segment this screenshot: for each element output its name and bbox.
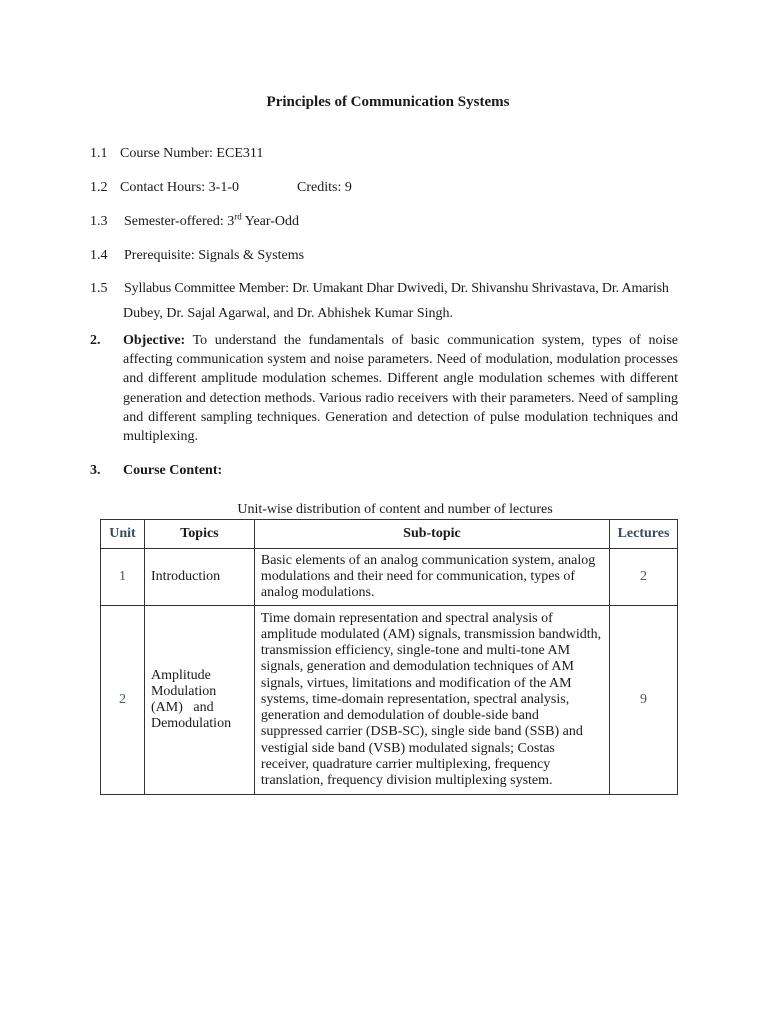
header-lectures: Lectures	[609, 520, 677, 549]
item-number: 1.3	[90, 214, 108, 229]
objective-paragraph	[123, 331, 678, 446]
item-text: Semester-offered: 3rd Year-Odd	[124, 211, 300, 229]
subtopic-cell: Time domain representation and spectral analysis of amplitude modulated (AM) signals, transmission bandwidth, transmission efficiency, single-tone and multi-tone AM signals, generation and demodulation techniques of AM signals, virtues, limitations and modification of the AM systems, time-domain representation, spectral analysis, generation and demodulation of double-side band suppressed carrier (DSB-SC), single side band (SSB) and vestigial side band (VSB) modulated signals; Costas receiver, quadrature carrier multiplexing, frequency translation, frequency division multiplexing system.	[254, 606, 609, 795]
lectures-cell: 2	[609, 549, 677, 606]
item-text: Contact Hours: 3-1-0	[120, 180, 239, 195]
objective-text: To understand the fundamentals of basic communication system, types of noise affecting communication system and noise parameters. Need of modulation, modulation processes and different amplitude modulation schemes. Different angle modulation schemes with different generation and detection methods. Various radio receivers with their parameters. Need of sampling and different sampling techniques. Generation and detection of pulse modulation techniques and multiplexing.	[123, 333, 678, 445]
header-topics: Topics	[144, 520, 254, 549]
item-text: Course Number: ECE311	[120, 146, 264, 161]
document-title: Principles of Communication Systems	[266, 94, 510, 110]
section-label: Course Content:	[123, 463, 223, 478]
topic-cell: Amplitude Modulation (AM) and Demodulation	[144, 606, 254, 795]
item-number: 1.5	[90, 281, 108, 296]
header-unit: Unit	[101, 520, 145, 549]
item-text-line2: Dubey, Dr. Sajal Agarwal, and Dr. Abhishek Kumar Singh.	[123, 306, 453, 321]
table-caption: Unit-wise distribution of content and number of lectures	[237, 502, 553, 517]
item-number: 1.1	[90, 146, 108, 161]
item-text: Prerequisite: Signals & Systems	[124, 248, 305, 263]
subtopic-cell: Basic elements of an analog communication system, analog modulations and their need for communication, types of analog modulations.	[254, 549, 609, 606]
item-text-line1: Syllabus Committee Member: Dr. Umakant Dhar Dwivedi, Dr. Shivanshu Shrivastava, Dr. Amarish	[124, 281, 669, 296]
lectures-cell: 9	[609, 606, 677, 795]
unit-cell: 1	[101, 549, 145, 606]
objective-label: Objective:	[123, 333, 186, 348]
header-subtopic: Sub-topic	[254, 520, 609, 549]
objective-section	[90, 331, 678, 446]
table-row	[101, 606, 678, 795]
item-number: 1.2	[90, 180, 108, 195]
item-number: 1.4	[90, 248, 108, 263]
topic-cell: Introduction	[144, 549, 254, 606]
course-content-heading	[90, 463, 223, 479]
section-number: 2.	[90, 333, 101, 348]
unit-cell: 2	[101, 606, 145, 795]
table-header-row	[101, 520, 678, 549]
lecture-distribution-table	[100, 519, 678, 795]
table-row	[101, 549, 678, 606]
section-number: 3.	[90, 463, 101, 478]
item-credits: Credits: 9	[297, 180, 352, 195]
